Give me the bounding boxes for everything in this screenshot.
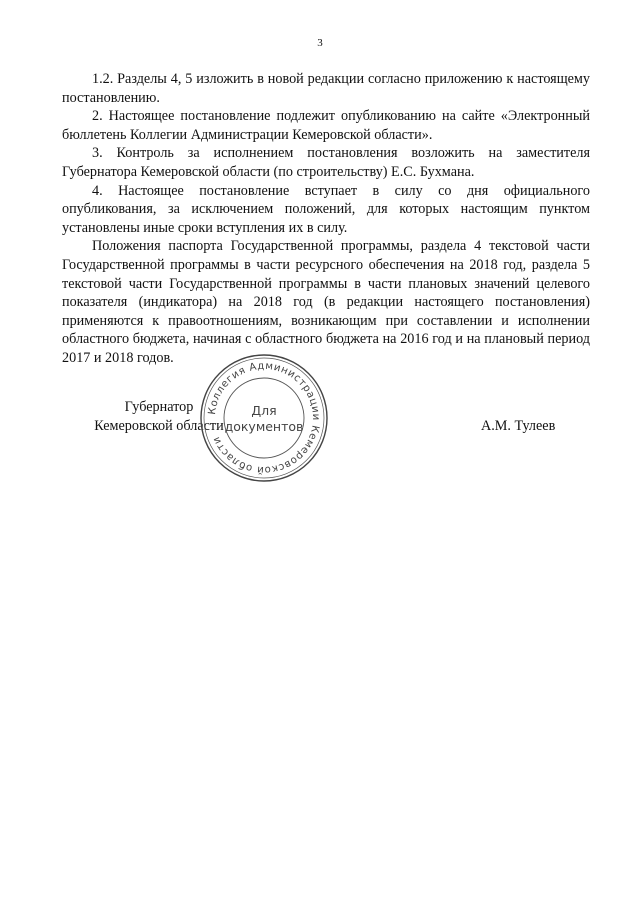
seal-ring-text: Коллегия Администрации Кемеровской области [207,360,322,476]
signatory-name: А.М. Тулеев [481,418,556,434]
paragraph-2: 2. Настоящее постановление подлежит опубликованию на сайте «Электронный бюллетень Коллегии Администрации Кемеровской области». [62,108,590,143]
paragraph-4: 4. Настоящее постановление вступает в силу со дня официального опубликования, за исключением положений, для которых настоящим пунктом установлены иные сроки вступления их в силу. [62,182,590,236]
seal-center-line2: документов [224,419,304,434]
paragraph-provisions: Положения паспорта Государственной программы, раздела 4 текстовой части Государственной программы в части ресурсного обеспечения на 2018 год, раздела 5 текстовой части Государственной программы в части плановых значений целевого показателя (индикатора) на 2018 год (в редакции настоящего постановления) применяются к правоотношениям, возникающим при составлении и исполнении областного бюджета, начиная с областного бюджета на 2016 год и на плановый период 2017 и 2018 годов. [62,238,590,366]
signatory-position: Губернатор [124,399,194,415]
paragraph-3: 3. Контроль за исполнением постановления возложить на заместителя Губернатора Кемеровской области (по строительству) Е.С. Бухмана. [62,145,590,180]
paragraph-1-2: 1.2. Разделы 4, 5 изложить в новой редакции согласно приложению к настоящему постановлению. [62,71,590,106]
signatory-region: Кемеровской области [94,417,224,434]
page-number: 3 [317,37,323,49]
seal-center-line1: Для [251,403,277,418]
document-body [62,70,590,368]
official-seal [198,352,330,484]
